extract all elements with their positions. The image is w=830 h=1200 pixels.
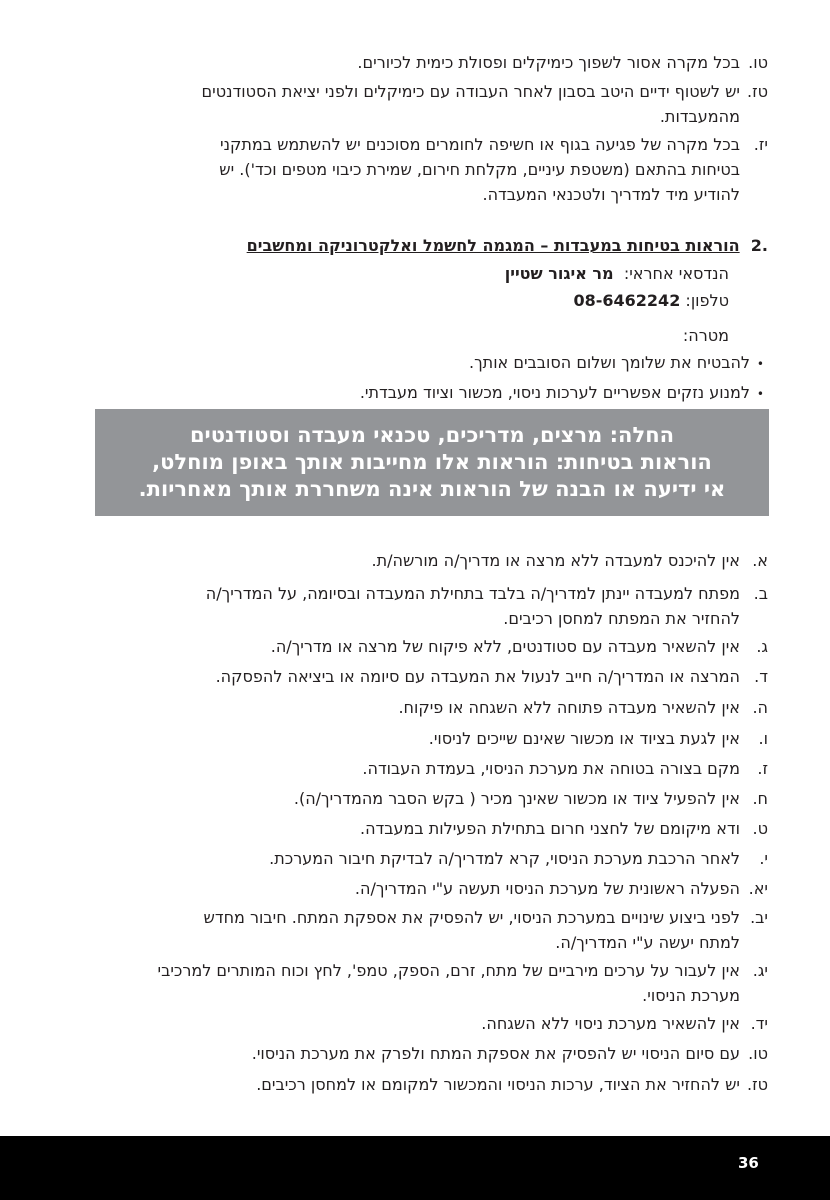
item-number: טו. xyxy=(748,53,768,72)
rule-item xyxy=(256,1072,768,1097)
rule-item xyxy=(398,695,768,720)
rule-item xyxy=(294,786,768,811)
bullet-icon: • xyxy=(756,387,764,401)
rule-item xyxy=(252,1041,768,1066)
list-item-top-15 xyxy=(357,50,768,75)
rule-item xyxy=(269,846,768,871)
item-text-continued: למתח יעשה ע"י המדריך/ה. xyxy=(555,933,740,952)
item-text-continued: להודיע מיד למדריך ולטכנאי המעבדה. xyxy=(482,185,740,204)
item-number: ב. xyxy=(753,584,768,603)
notice-line: החלה: מרצים, מדריכים, טכנאי מעבדה וסטודנטים xyxy=(189,423,675,447)
item-number: טז. xyxy=(747,1075,768,1094)
footer-bar xyxy=(0,1136,830,1200)
goal-bullet xyxy=(360,383,764,402)
bullet-icon: • xyxy=(756,357,764,371)
goal-bullet xyxy=(469,353,764,372)
rule-item xyxy=(362,756,768,781)
item-text-continued: להחזיר את המפתח למחסן רכיבים. xyxy=(503,609,740,628)
item-text: יש להחזיר את הציוד, ערכות הניסוי והמכשור למקומם או למחסן רכיבים. xyxy=(256,1075,740,1094)
item-number: ד. xyxy=(754,667,768,686)
item-number: ח. xyxy=(752,789,768,808)
notice-line: הוראות בטיחות: הוראות אלו מחייבות אותך באופן מוחלט, xyxy=(152,450,712,474)
goal-text: למנוע נזקים אפשריים לערכות ניסוי, מכשור וציוד מעבדתי. xyxy=(359,383,750,402)
item-text: אין להיכנס למעבדה ללא מרצה או מדריך/ה מורשה/ת. xyxy=(371,551,740,570)
item-text: עם סיום הניסוי יש להפסיק את אספקת המתח ולפרק את מערכת הניסוי. xyxy=(251,1044,740,1063)
item-text: אין להפעיל ציוד או מכשור שאינך מכיר ( בקש הסבר מהמדריך/ה). xyxy=(293,789,740,808)
item-text: בכל מקרה אסור לשפוך כימיקלים ופסולת כימית לכיורים. xyxy=(357,53,740,72)
rule-item xyxy=(206,581,768,631)
item-text: הפעלה ראשונית של מערכת הניסוי תעשה ע"י המדריך/ה. xyxy=(354,879,740,898)
item-number: יב. xyxy=(750,908,768,927)
rule-item xyxy=(355,876,768,901)
item-number: ה. xyxy=(752,698,768,717)
item-text: יש לשטוף ידיים היטב בסבון לאחר העבודה עם כימיקלים ולפני יציאת הסטודנטים xyxy=(201,82,740,101)
phone-label: טלפון: xyxy=(685,291,729,310)
item-text: אין לגעת בציוד או מכשור שאינם שייכים לניסוי. xyxy=(428,729,740,748)
phone-line xyxy=(573,291,729,310)
item-number: י. xyxy=(759,849,768,868)
item-text: לפני ביצוע שינויים במערכת הניסוי, יש להפסיק את אספקת המתח. חיבור מחדש xyxy=(203,908,740,927)
rule-item xyxy=(216,664,768,689)
page-number: 36 xyxy=(738,1154,759,1172)
rule-item xyxy=(372,548,769,573)
item-text: מקם בצורה בטוחה את מערכת הניסוי, בעמדת העבודה. xyxy=(362,759,740,778)
rule-item xyxy=(360,816,768,841)
rule-item xyxy=(157,958,768,1008)
rule-item xyxy=(204,905,769,955)
item-number: ו. xyxy=(758,729,768,748)
list-item-top-16 xyxy=(202,79,768,129)
section-title: הוראות בטיחות במעבדות – המגמה לחשמל ואלקטרוניקה ומחשבים xyxy=(246,236,740,255)
item-text: אין להשאיר מערכת ניסוי ללא השגחה. xyxy=(481,1014,740,1033)
phone-value: 08-6462242 xyxy=(573,291,681,310)
item-number: טז. xyxy=(747,82,768,101)
rule-item xyxy=(429,726,768,751)
item-number: א. xyxy=(752,551,768,570)
item-number: טו. xyxy=(748,1044,768,1063)
list-item-top-17 xyxy=(219,132,768,207)
item-text: לאחר הרכבת מערכת הניסוי, קרא למדריך/ה לבדיקת חיבור המערכת. xyxy=(269,849,740,868)
item-text: ודא מיקומם של לחצני חרום בתחילת הפעילות במעבדה. xyxy=(359,819,740,838)
item-text: מפתח למעבדה יינתן למדריך/ה בלבד בתחילת המעבדה ובסיומה, על המדריך/ה xyxy=(205,584,740,603)
goal-text: להבטיח את שלומך ושלום הסובבים אותך. xyxy=(469,353,750,372)
section-number: .2 xyxy=(750,236,768,255)
item-text: אין להשאיר מעבדה פתוחה ללא השגחה או פיקוח. xyxy=(398,698,740,717)
engineer-label: הנדסאי אחראי: xyxy=(623,264,729,283)
notice-line: אי ידיעה או הבנה של הוראות אינה משחררת אותך מאחריות. xyxy=(138,477,726,501)
item-number: ט. xyxy=(752,819,768,838)
item-number: יז. xyxy=(753,135,768,154)
item-number: ז. xyxy=(757,759,768,778)
engineer-name: מר איגור שטיין xyxy=(504,264,614,283)
item-text: אין לעבור על ערכים מירביים של מתח, זרם, הספק, טמפ', לחץ וכוח המותרים למרכיבי xyxy=(157,961,740,980)
goal-label: מטרה: xyxy=(682,326,729,345)
item-text-continued: בטיחות בהתאם (משטפת עיניים, מקלחת חירום, שמירת כיבוי מטפים וכד'). יש xyxy=(219,160,740,179)
responsible-engineer xyxy=(505,264,729,283)
item-text: המרצה או המדריך/ה חייב לנעול את המעבדה עם סיומה או ביציאה להפסקה. xyxy=(215,667,740,686)
item-text-continued: מערכת הניסוי. xyxy=(642,986,740,1005)
section-heading xyxy=(247,236,768,255)
rule-item xyxy=(481,1011,768,1036)
item-text: בכל מקרה של פגיעה בגוף או חשיפה לחומרים מסוכנים יש להשתמש במתקני xyxy=(220,135,740,154)
item-number: ג. xyxy=(756,637,768,656)
item-number: יד. xyxy=(750,1014,768,1033)
item-number: יג. xyxy=(752,961,768,980)
item-text-continued: מהמעבדות. xyxy=(659,107,740,126)
safety-notice-box xyxy=(95,409,769,516)
item-text: אין להשאיר מעבדה עם סטודנטים, ללא פיקוח של מרצה או מדריך/ה. xyxy=(270,637,740,656)
rule-item xyxy=(271,634,768,659)
item-number: יא. xyxy=(748,879,768,898)
